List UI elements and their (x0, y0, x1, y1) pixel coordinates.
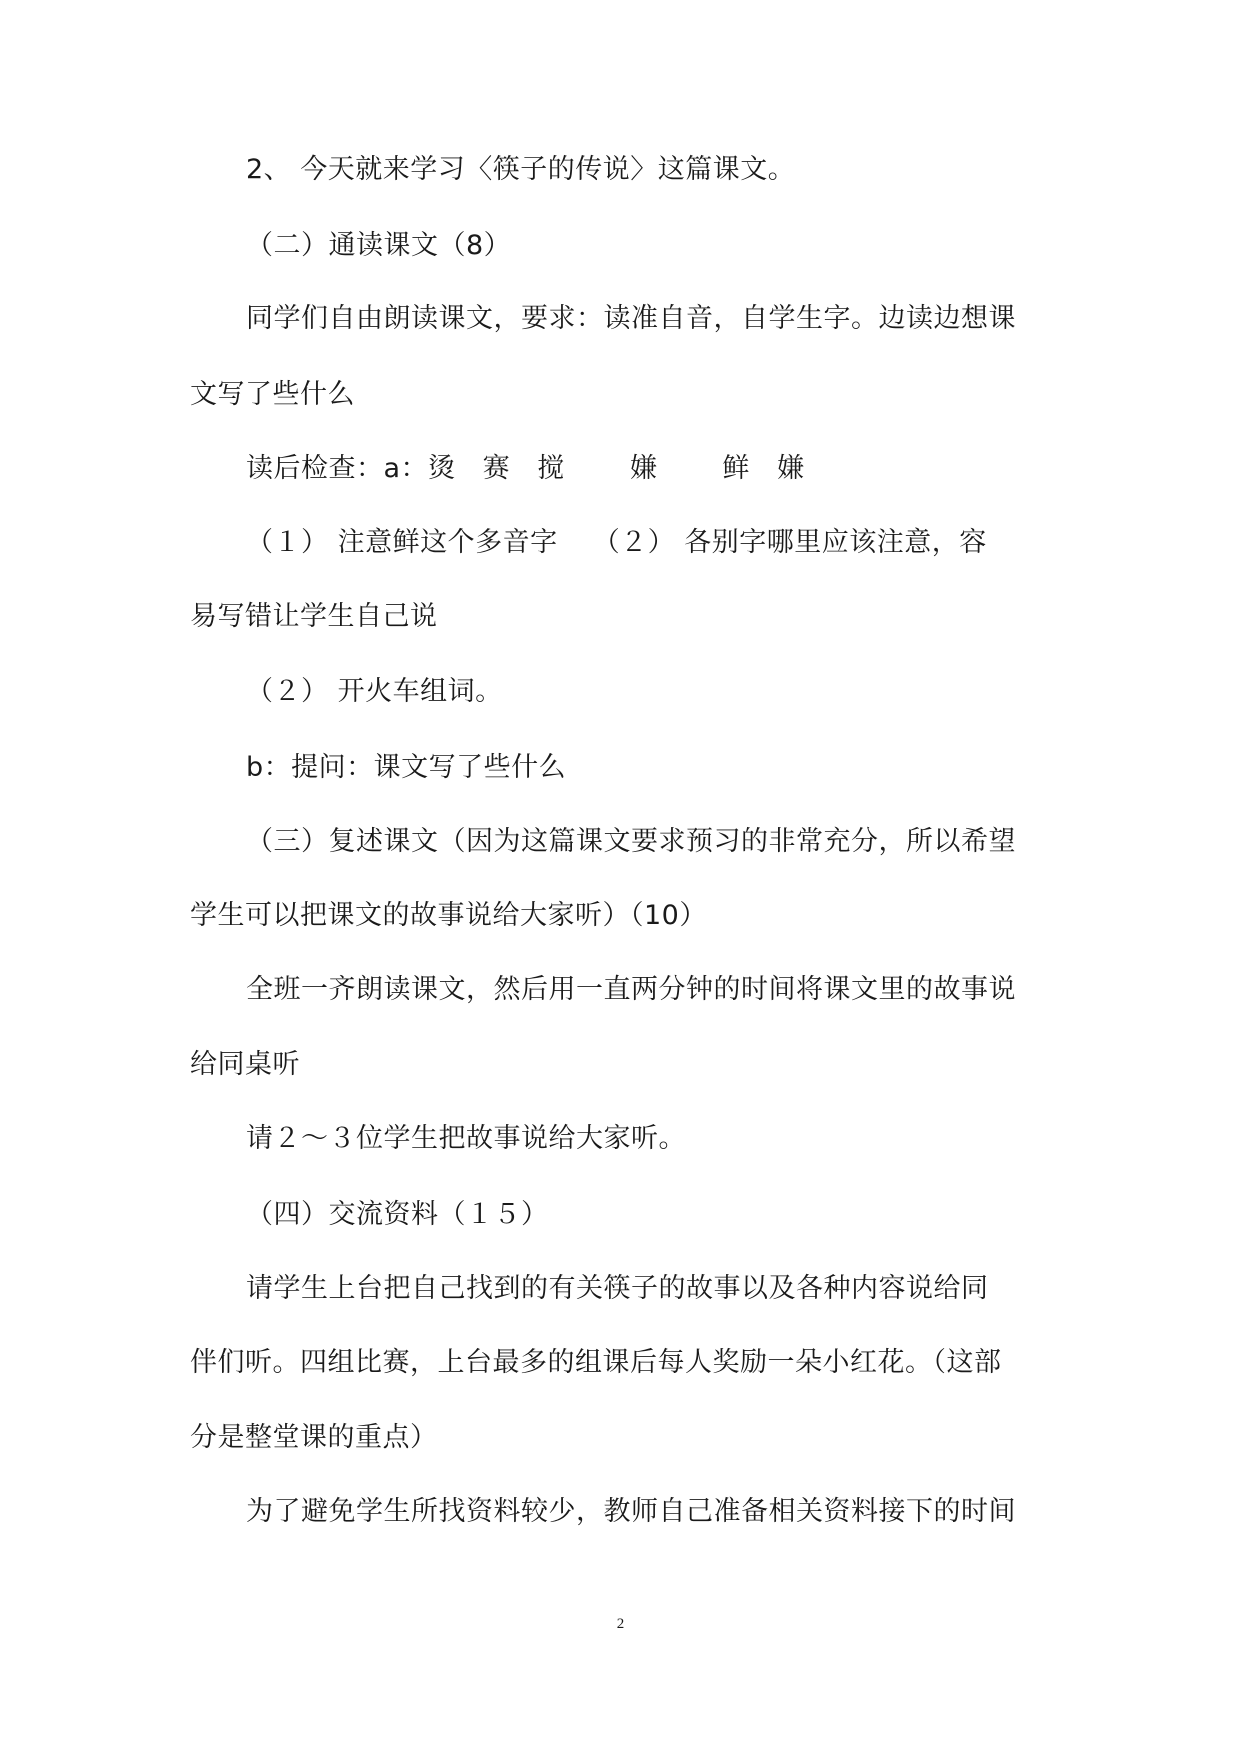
text-line: 伴们听。四组比赛，上台最多的组课后每人奖励一朵小红花。（这部 (190, 1347, 1002, 1378)
character: 嫌 (777, 453, 805, 484)
character: 搅 (537, 453, 565, 484)
text-line: 分是整堂课的重点） (190, 1422, 438, 1453)
note-item: （１） 注意鲜这个多音字 (246, 527, 558, 558)
note-item: （２） 各别字哪里应该注意，容 (592, 527, 987, 558)
text-line: 全班一齐朗读课文，然后用一直两分钟的时间将课文里的故事说 (246, 974, 1016, 1005)
text-line: （２） 开火车组词。 (246, 676, 503, 707)
text-line: 请学生上台把自己找到的有关筷子的故事以及各种内容说给同 (246, 1273, 989, 1304)
text-line: 学生可以把课文的故事说给大家听）（10） (190, 900, 707, 931)
text-line: 给同桌听 (190, 1049, 300, 1080)
text-line: 2、 今天就来学习〈筷子的传说〉这篇课文。 (246, 154, 796, 185)
text-line: 为了避免学生所找资料较少，教师自己准备相关资料接下的时间 (246, 1496, 1016, 1527)
text-line: 同学们自由朗读课文，要求：读准自音，自学生字。边读边想课 (246, 303, 1016, 334)
text-line: 文写了些什么 (190, 379, 355, 410)
page-number: 2 (616, 1616, 625, 1632)
character: 赛 (482, 453, 511, 484)
character: 嫌 (629, 453, 658, 484)
section-heading: （四）交流资料（１５） (246, 1199, 549, 1230)
character: 鲜 (722, 453, 750, 484)
check-label: 读后检查：a：烫 (246, 453, 456, 484)
check-characters-line (246, 451, 805, 487)
section-heading: （三）复述课文（因为这篇课文要求预习的非常充分，所以希望 (246, 826, 1016, 857)
text-line: 请２～３位学生把故事说给大家听。 (246, 1123, 686, 1154)
text-line (246, 525, 987, 561)
section-heading: （二）通读课文（8） (246, 230, 512, 261)
text-line: 易写错让学生自己说 (190, 601, 438, 632)
text-line: b：提问：课文写了些什么 (246, 752, 567, 783)
